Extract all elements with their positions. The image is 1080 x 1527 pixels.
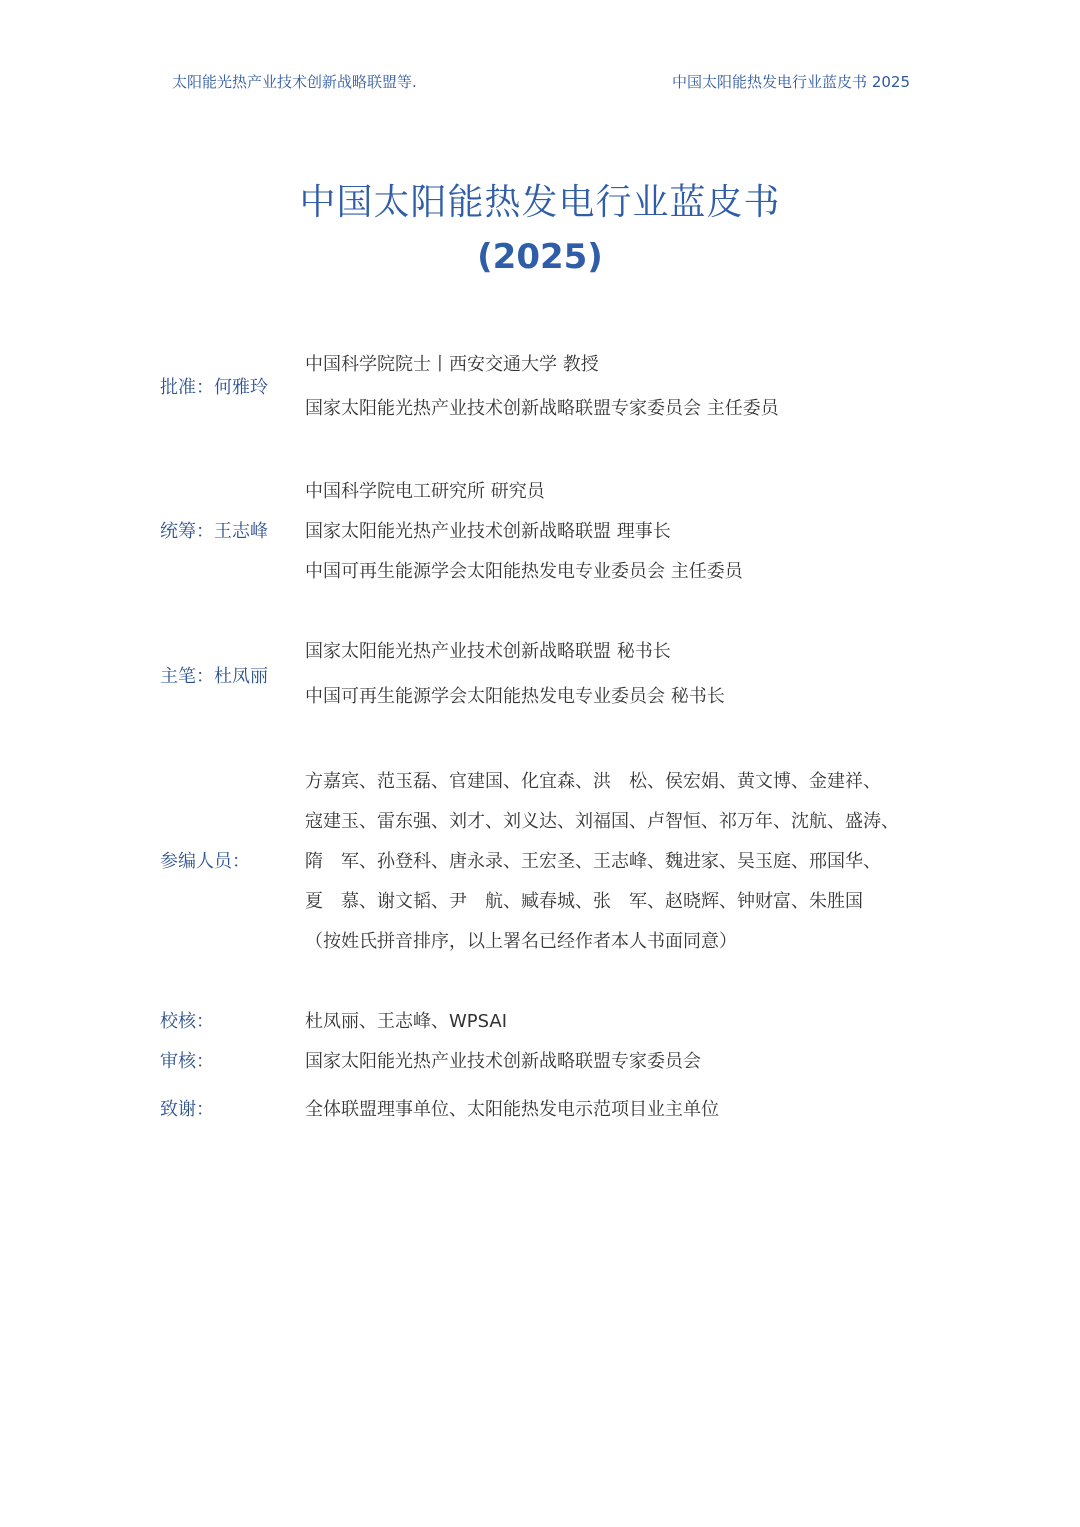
approval-line-1: 中国科学院院士丨西安交通大学 教授 xyxy=(305,354,599,375)
approval-label: 批准：何雅玲 xyxy=(160,377,268,398)
lead-author-line-1: 国家太阳能光热产业技术创新战略联盟 秘书长 xyxy=(305,641,671,662)
coordination-line-1: 中国科学院电工研究所 研究员 xyxy=(305,481,545,502)
header-right-text: 中国太阳能热发电行业蓝皮书 2025 xyxy=(672,73,910,91)
lead-author-label: 主笔：杜凤丽 xyxy=(160,666,268,687)
document-title: 中国太阳能热发电行业蓝皮书 xyxy=(299,182,781,223)
contributors-line-3: 隋 军、孙登科、唐永录、王宏圣、王志峰、魏进家、吴玉庭、邢国华、 xyxy=(305,851,881,872)
contributors-note: （按姓氏拼音排序，以上署名已经作者本人书面同意） xyxy=(305,931,737,952)
review-label: 审核： xyxy=(160,1051,214,1072)
coordination-line-2: 国家太阳能光热产业技术创新战略联盟 理事长 xyxy=(305,521,671,542)
document-year: (2025) xyxy=(477,237,603,277)
contributors-label: 参编人员： xyxy=(160,851,250,872)
proofreading-label: 校核： xyxy=(160,1011,214,1032)
contributors-line-2: 寇建玉、雷东强、刘才、刘义达、刘福国、卢智恒、祁万年、沈航、盛涛、 xyxy=(305,811,899,832)
contributors-line-1: 方嘉宾、范玉磊、官建国、化宜森、洪 松、侯宏娟、黄文博、金建祥、 xyxy=(305,771,881,792)
acknowledgement-value: 全体联盟理事单位、太阳能热发电示范项目业主单位 xyxy=(305,1099,719,1120)
coordination-label: 统筹：王志峰 xyxy=(160,521,268,542)
coordination-line-3: 中国可再生能源学会太阳能热发电专业委员会 主任委员 xyxy=(305,561,743,582)
approval-line-2: 国家太阳能光热产业技术创新战略联盟专家委员会 主任委员 xyxy=(305,398,779,419)
review-value: 国家太阳能光热产业技术创新战略联盟专家委员会 xyxy=(305,1051,701,1072)
contributors-line-4: 夏 慕、谢文韬、尹 航、臧春城、张 军、赵晓辉、钟财富、朱胜国 xyxy=(305,891,863,912)
proofreading-value: 杜凤丽、王志峰、WPSAI xyxy=(305,1011,508,1032)
lead-author-line-2: 中国可再生能源学会太阳能热发电专业委员会 秘书长 xyxy=(305,686,725,707)
header-left-text: 太阳能光热产业技术创新战略联盟等. xyxy=(172,73,417,91)
acknowledgement-label: 致谢： xyxy=(160,1099,214,1120)
